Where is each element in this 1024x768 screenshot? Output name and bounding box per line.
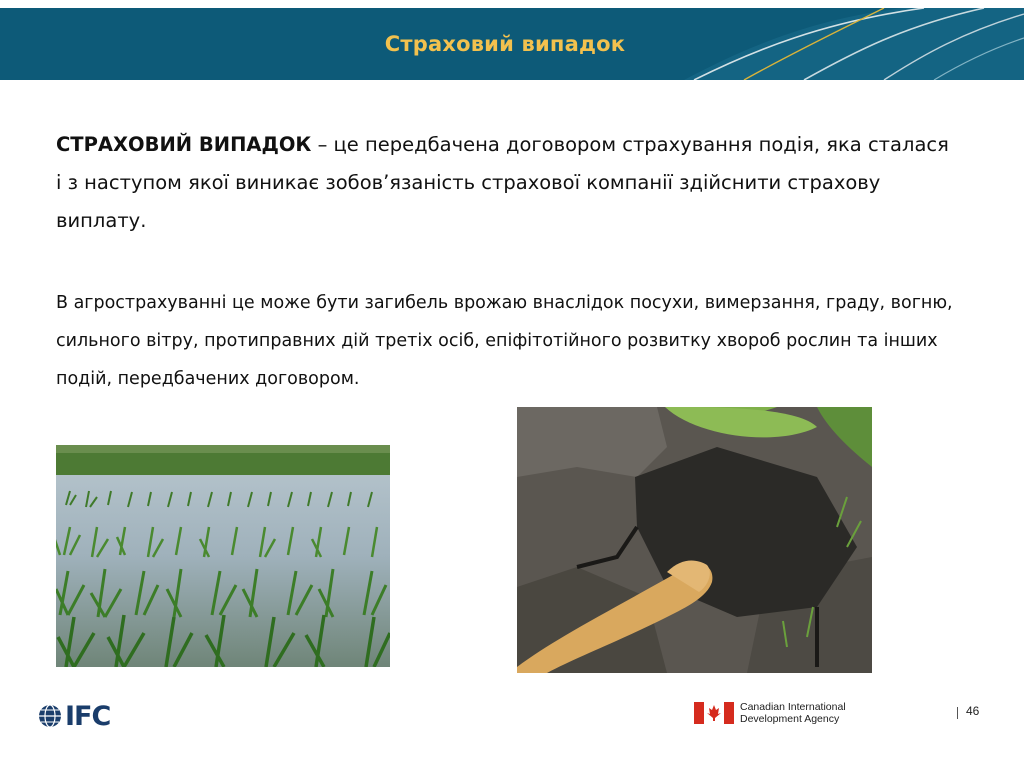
cida-line-2: Development Agency [740,713,840,725]
ifc-logo [38,701,110,731]
definition-term: СТРАХОВИЙ ВИПАДОК [56,133,312,156]
canada-flag-icon [694,702,734,724]
cida-name [740,701,846,725]
page-number-separator [957,707,958,719]
globe-icon [38,704,62,728]
flooded-field-photo [56,445,390,667]
cracked-soil-photo [517,407,872,673]
example-paragraph: В агрострахуванні це може бути загибель врожаю внаслідок посухи, вимерзання, граду, вогню, сильного вітру, протиправних дій третіх осіб, епіфітотійного розвитку хвороб рослин та інших подій, передбачених договором. [56,293,953,389]
definition-paragraph [56,126,956,240]
page-number: 46 [966,704,980,718]
cracked-soil-image [517,407,872,673]
definition-text: – це передбачена договором страхування подія, яка сталася і з наступом якої виникає зобов’язаність страхової компанії здійснити страхову виплату. [56,133,949,232]
cida-logo [694,701,846,725]
slide-title: Страховий випадок [384,32,626,56]
header-band [0,8,1024,80]
ifc-logo-text: IFC [65,700,111,732]
cida-line-1: Canadian International [740,701,846,713]
flooded-field-image [56,445,390,667]
